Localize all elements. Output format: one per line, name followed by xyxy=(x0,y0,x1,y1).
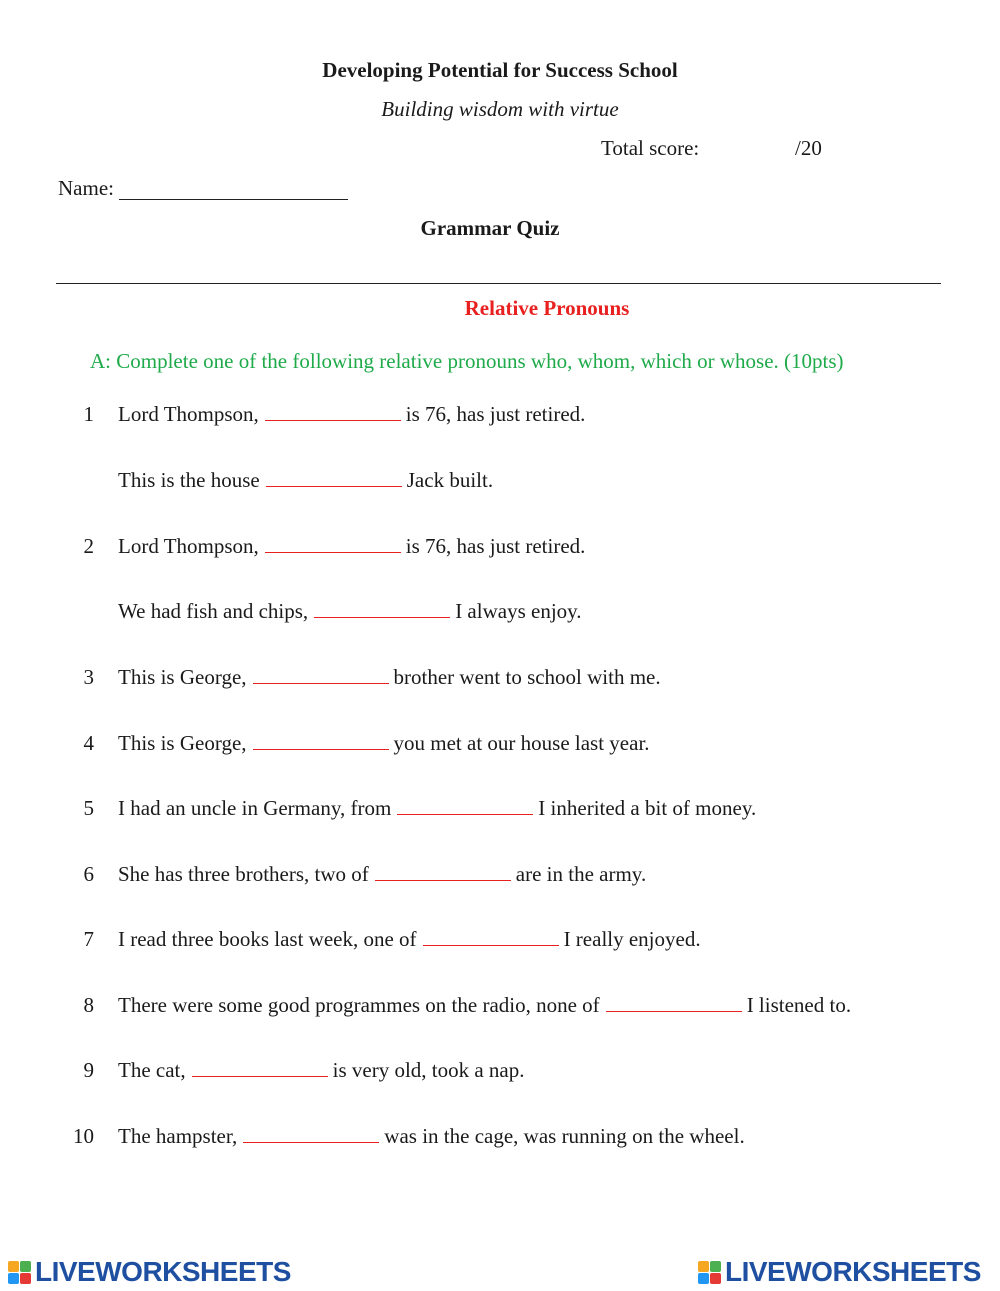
question-text-before: This is the house xyxy=(118,468,260,492)
answer-blank[interactable] xyxy=(314,599,450,618)
name-input-line[interactable] xyxy=(119,199,348,200)
question-row xyxy=(118,862,646,887)
question-number: 8 xyxy=(83,993,94,1017)
total-score-label: Total score: xyxy=(601,136,700,160)
question-row xyxy=(118,402,585,427)
question-text-before: I had an uncle in Germany, from xyxy=(118,796,392,820)
question-row xyxy=(118,927,701,952)
school-motto: Building wisdom with virtue xyxy=(381,97,619,121)
question-number: 3 xyxy=(83,665,94,689)
question-row xyxy=(118,599,582,624)
question-number: 9 xyxy=(83,1058,94,1082)
question-text-after: you met at our house last year. xyxy=(393,731,650,755)
question-text-before: This is George, xyxy=(118,665,247,689)
question-number: 5 xyxy=(83,796,94,820)
answer-blank[interactable] xyxy=(375,862,511,881)
question-text-before: Lord Thompson, xyxy=(118,534,259,558)
question-text-after: are in the army. xyxy=(515,862,647,886)
answer-blank[interactable] xyxy=(243,1124,379,1143)
logo-block xyxy=(8,1261,19,1272)
total-score-value: /20 xyxy=(795,136,822,160)
question-text-before: She has three brothers, two of xyxy=(118,862,369,886)
question-number: 10 xyxy=(73,1124,94,1148)
answer-blank[interactable] xyxy=(253,731,389,750)
school-name: Developing Potential for Success School xyxy=(322,58,678,82)
question-row xyxy=(118,993,851,1018)
question-text-after: is 76, has just retired. xyxy=(405,534,586,558)
name-label: Name: xyxy=(58,176,114,200)
question-text-before: This is George, xyxy=(118,731,247,755)
logo-text: LIVEWORKSHEETS xyxy=(725,1256,981,1287)
quiz-title: Grammar Quiz xyxy=(420,216,560,240)
answer-blank[interactable] xyxy=(192,1058,328,1077)
question-number: 7 xyxy=(83,927,94,951)
question-text-before: The cat, xyxy=(118,1058,186,1082)
answer-blank[interactable] xyxy=(253,665,389,684)
question-text-after: Jack built. xyxy=(406,468,494,492)
question-row xyxy=(118,534,585,559)
question-text-after: was in the cage, was running on the wheel. xyxy=(384,1124,745,1148)
question-text-before: I read three books last week, one of xyxy=(118,927,417,951)
question-row xyxy=(118,796,756,821)
section-instruction: A: Complete one of the following relative pronouns who, whom, which or whose. (10pts) xyxy=(90,349,844,373)
answer-blank[interactable] xyxy=(606,993,742,1012)
question-text-before: There were some good programmes on the radio, none of xyxy=(118,993,600,1017)
logo-block xyxy=(698,1261,709,1272)
question-text-after: I listened to. xyxy=(746,993,852,1017)
question-text-after: is 76, has just retired. xyxy=(405,402,586,426)
question-row xyxy=(118,731,650,756)
question-number: 6 xyxy=(83,862,94,886)
question-row xyxy=(118,1058,525,1083)
liveworksheets-logo-right xyxy=(698,1256,981,1288)
question-text-before: The hampster, xyxy=(118,1124,238,1148)
answer-blank[interactable] xyxy=(265,534,401,553)
question-text-after: brother went to school with me. xyxy=(393,665,661,689)
question-text-after: I really enjoyed. xyxy=(563,927,701,951)
logo-block xyxy=(710,1273,721,1284)
logo-blocks-icon xyxy=(698,1261,721,1284)
answer-blank[interactable] xyxy=(265,402,401,421)
logo-block xyxy=(20,1273,31,1284)
question-text-before: Lord Thompson, xyxy=(118,402,259,426)
question-text-after: I always enjoy. xyxy=(455,599,582,623)
logo-block xyxy=(20,1261,31,1272)
logo-text: LIVEWORKSHEETS xyxy=(35,1256,291,1287)
question-number: 4 xyxy=(83,731,94,755)
section-title: Relative Pronouns xyxy=(464,296,630,320)
divider xyxy=(56,283,941,284)
question-row xyxy=(118,665,661,690)
answer-blank[interactable] xyxy=(266,468,402,487)
logo-blocks-icon xyxy=(8,1261,31,1284)
question-text-after: I inherited a bit of money. xyxy=(538,796,757,820)
answer-blank[interactable] xyxy=(397,796,533,815)
question-number: 1 xyxy=(83,402,94,426)
question-row xyxy=(118,468,493,493)
liveworksheets-logo-left xyxy=(8,1256,291,1288)
logo-block xyxy=(710,1261,721,1272)
logo-block xyxy=(698,1273,709,1284)
question-number: 2 xyxy=(83,534,94,558)
question-row xyxy=(118,1124,745,1149)
answer-blank[interactable] xyxy=(423,927,559,946)
question-text-before: We had fish and chips, xyxy=(118,599,309,623)
logo-block xyxy=(8,1273,19,1284)
question-text-after: is very old, took a nap. xyxy=(332,1058,525,1082)
